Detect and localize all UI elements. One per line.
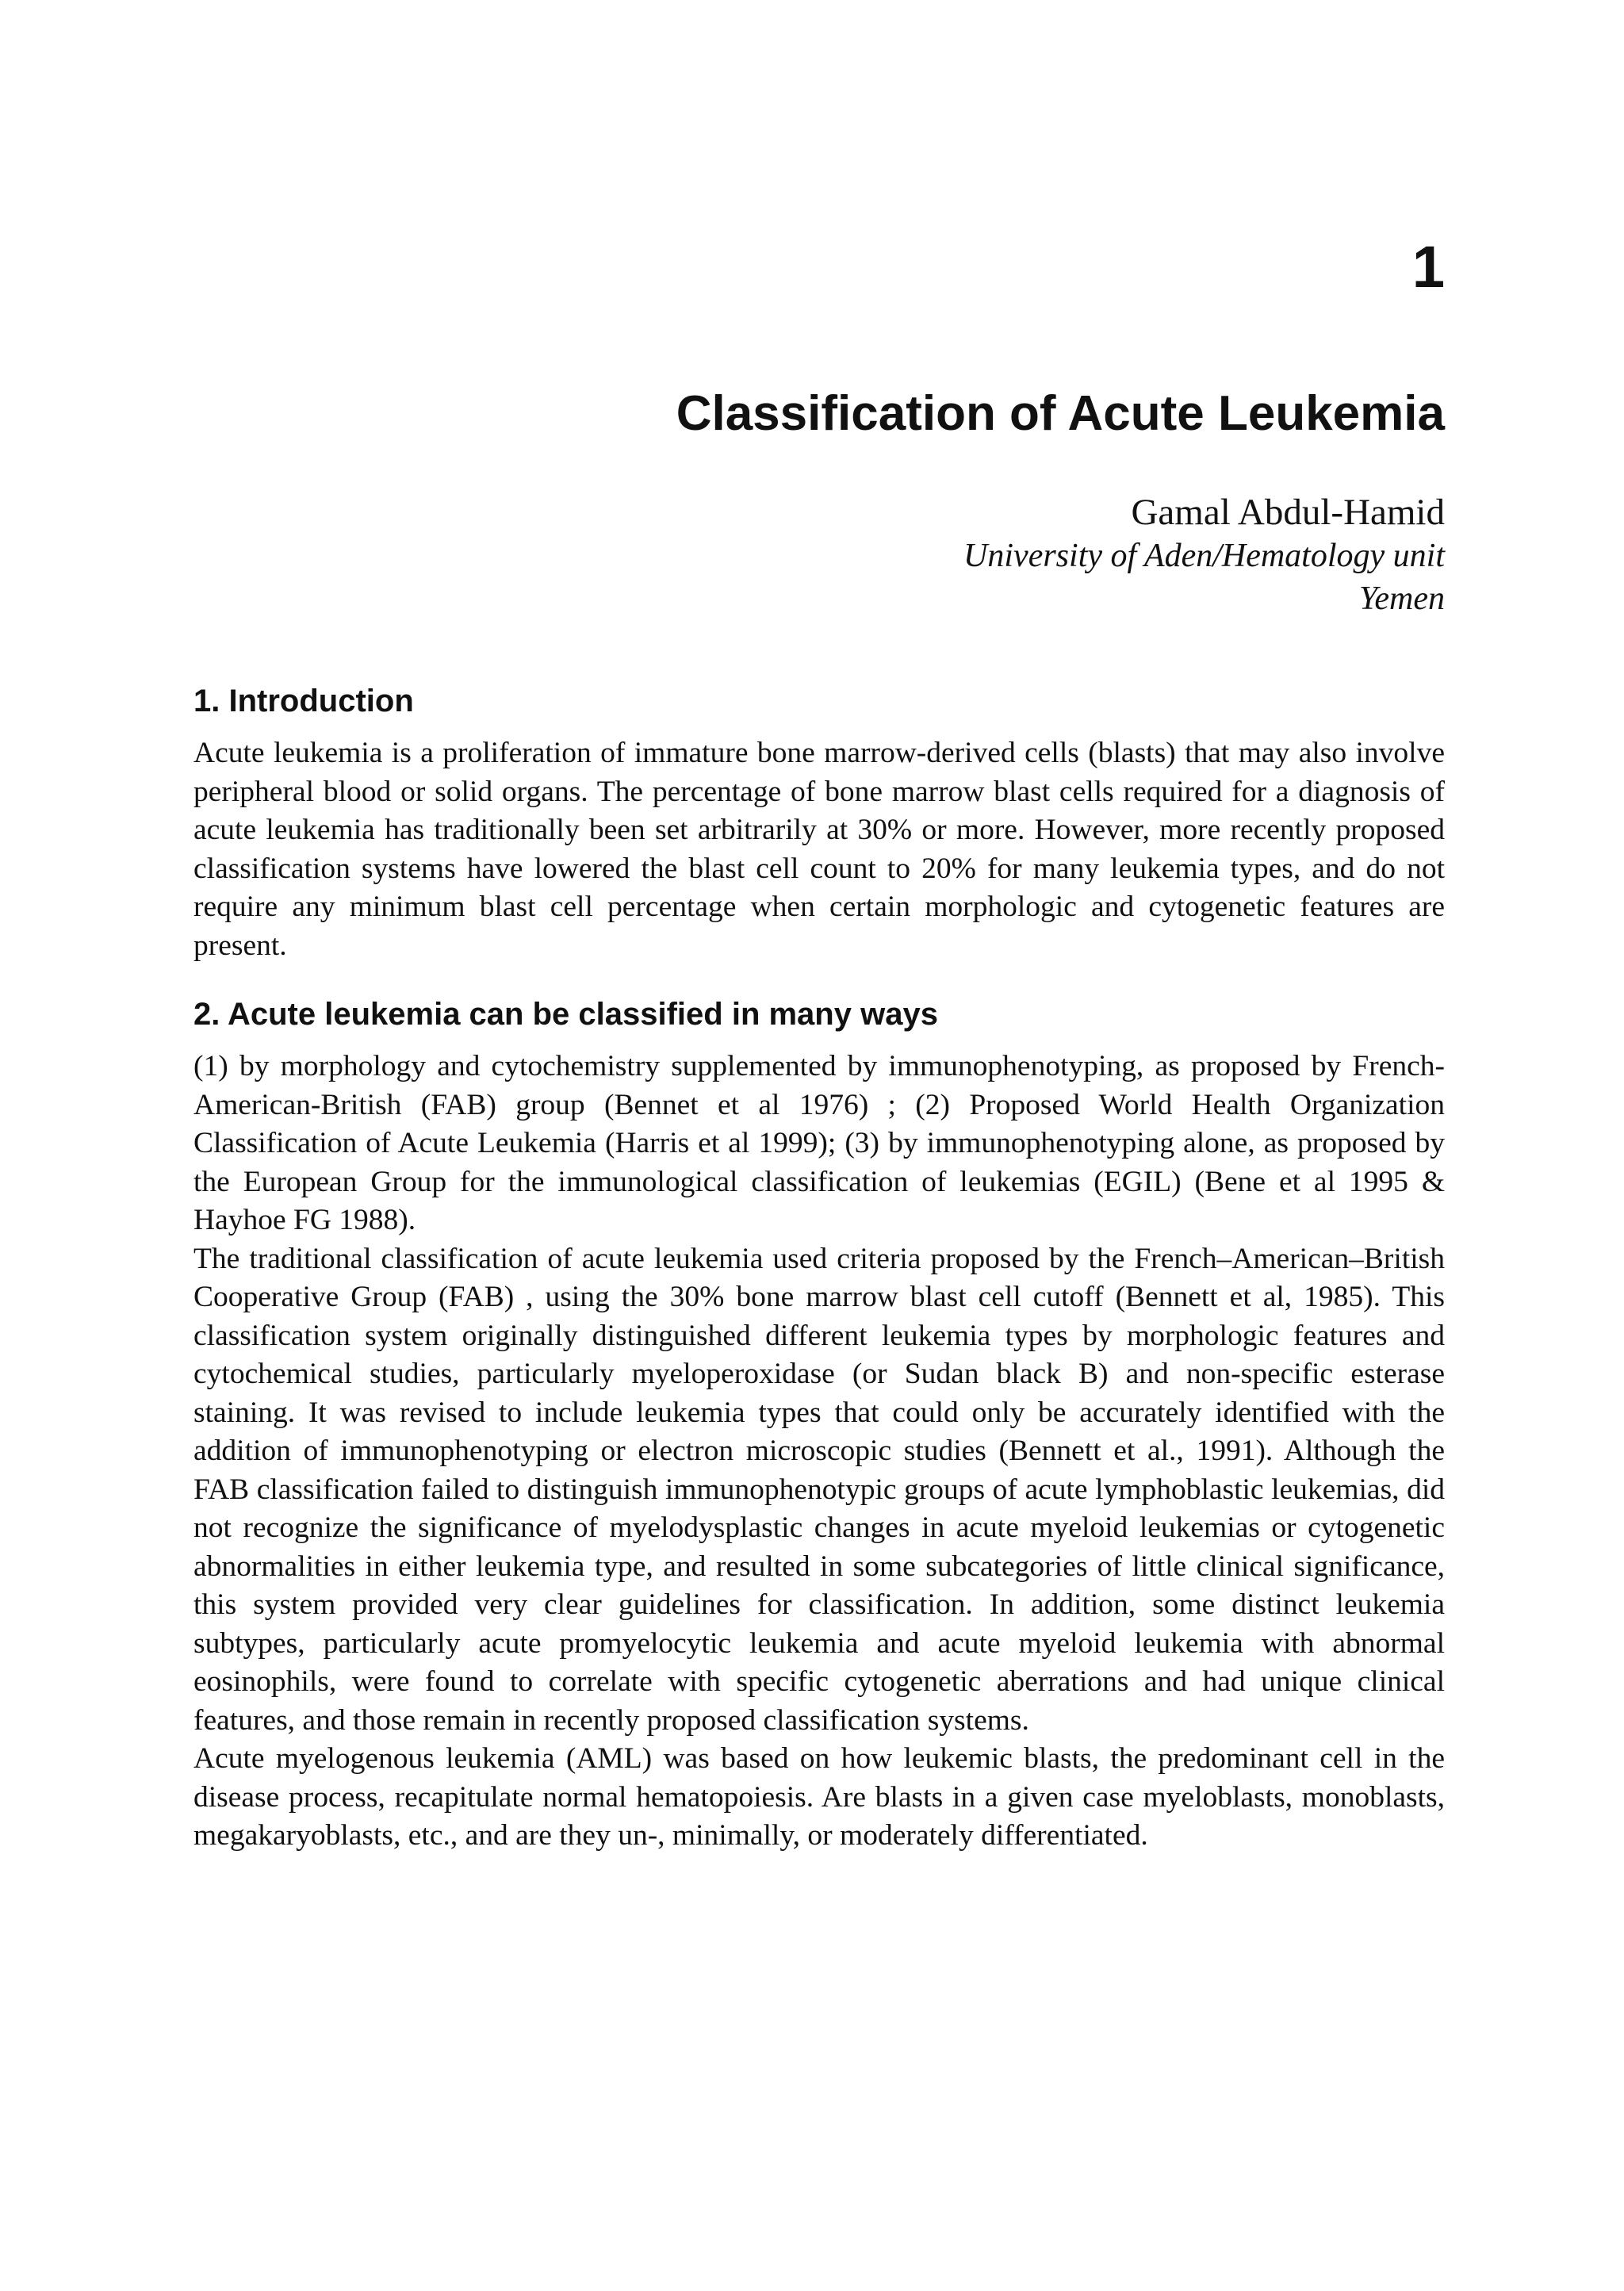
section-heading: 2. Acute leukemia can be classified in many ways — [193, 997, 938, 1032]
section-classification — [193, 995, 1445, 1856]
section-heading: 1. Introduction — [193, 684, 414, 718]
chapter-title: Classification of Acute Leukemia — [676, 386, 1445, 441]
author-block — [963, 490, 1445, 620]
paragraph: Acute leukemia is a proliferation of immature bone marrow-derived cells (blasts) that may also involve peripheral blood or solid organs. The percentage of bone marrow blast cells required for a diagnosis of acute leukemia has traditionally been set arbitrarily at 30% or more. However, more recently proposed classification systems have lowered the blast cell count to 20% for many leukemia types, and do not require any minimum blast cell percentage when certain morphologic and cytogenetic features are present. — [193, 737, 1445, 962]
author-name: Gamal Abdul-Hamid — [1131, 492, 1445, 533]
body-content — [193, 682, 1445, 1856]
affiliation-country: Yemen — [1358, 580, 1445, 617]
section-introduction — [193, 682, 1445, 965]
section-spacer — [193, 965, 1445, 995]
affiliation-institution: University of Aden/Hematology unit — [963, 538, 1445, 574]
paragraph: Acute myelogenous leukemia (AML) was based on how leukemic blasts, the predominant cell in the disease process, recapitulate normal hematopoiesis. Are blasts in a given case myeloblasts, monoblasts, megakaryoblasts, etc., and are they un-, minimally, or moderately differentiated. — [193, 1742, 1445, 1852]
paragraph: The traditional classification of acute leukemia used criteria proposed by the French–American–British Cooperative Group (FAB) , using the 30% bone marrow blast cell cutoff (Bennett et al, 1985). This classification system originally distinguished different leukemia types by morphologic features and cytochemical studies, particularly myeloperoxidase (or Sudan black B) and non-specific esterase staining. It was revised to include leukemia types that could only be accurately identified with the addition of immunophenotyping or electron microscopic studies (Bennett et al., 1991). Although the FAB classification failed to distinguish immunophenotypic groups of acute lymphoblastic leukemias, did not recognize the significance of myelodysplastic changes in acute myeloid leukemias or cytogenetic abnormalities in either leukemia type, and resulted in some subcategories of little clinical significance, this system provided very clear guidelines for classification. In addition, some distinct leukemia subtypes, particularly acute promyelocytic leukemia and acute myeloid leukemia with abnormal eosinophils, were found to correlate with specific cytogenetic aberrations and had unique clinical features, and those remain in recently proposed classification systems. — [193, 1242, 1445, 1737]
chapter-number: 1 — [1411, 234, 1445, 300]
paragraph: (1) by morphology and cytochemistry supplemented by immunophenotyping, as proposed by French-American-British (FAB) group (Bennet et al 1976) ; (2) Proposed World Health Organization Classification of Acute Leukemia (Harris et al 1999); (3) by immunophenotyping alone, as proposed by the European Group for the immunological classification of leukemias (EGIL) (Bene et al 1995 & Hayhoe FG 1988). — [193, 1050, 1445, 1236]
